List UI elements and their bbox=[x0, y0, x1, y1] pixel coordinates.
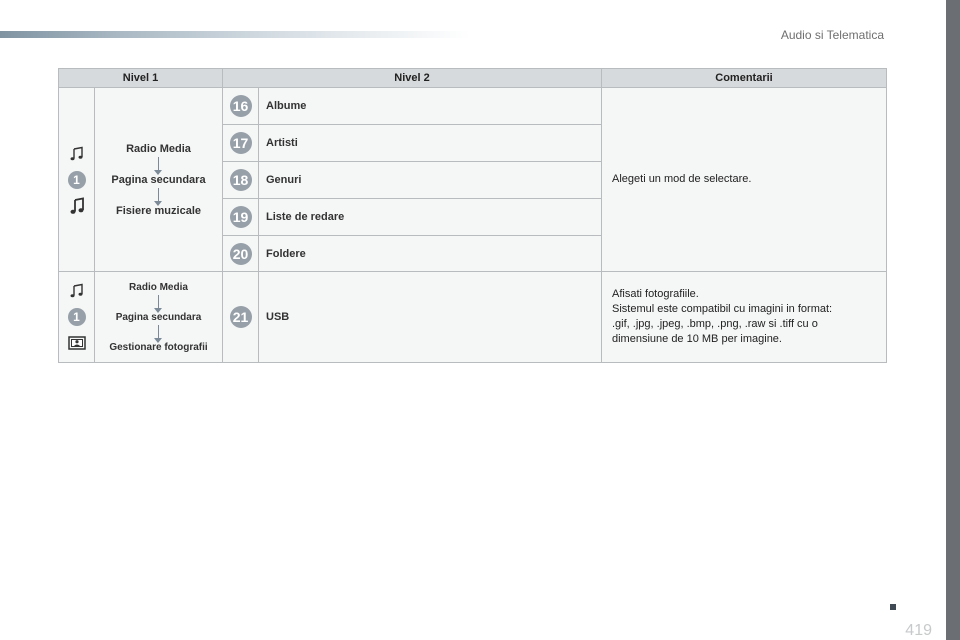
photo-icon bbox=[66, 332, 88, 354]
level1-icons-cell bbox=[59, 88, 95, 272]
music-note-icon bbox=[66, 143, 88, 165]
level1-flow-cell bbox=[95, 272, 223, 363]
flow-step: Pagina secundara bbox=[111, 173, 206, 186]
step-badge: 17 bbox=[230, 132, 252, 154]
step-badge: 21 bbox=[230, 306, 252, 328]
menu-table bbox=[58, 68, 887, 363]
step-badge: 19 bbox=[230, 206, 252, 228]
comment-line: Afisati fotografiile. bbox=[612, 288, 699, 300]
page-edge-bar bbox=[946, 0, 960, 640]
comment-line: dimensiune de 10 MB per imagine. bbox=[612, 333, 782, 345]
level2-label: Liste de redare bbox=[259, 199, 602, 236]
level2-label: USB bbox=[259, 272, 602, 363]
arrow-down-icon bbox=[158, 325, 159, 339]
col-header-level1: Nivel 1 bbox=[59, 69, 223, 88]
step-badge: 20 bbox=[230, 243, 252, 265]
step-badge: 1 bbox=[68, 308, 86, 326]
arrow-down-icon bbox=[158, 188, 159, 202]
step-badge: 18 bbox=[230, 169, 252, 191]
flow-step: Fisiere muzicale bbox=[116, 204, 201, 217]
table-header-row bbox=[59, 69, 887, 88]
step-badge: 16 bbox=[230, 95, 252, 117]
level2-badge-cell bbox=[223, 272, 259, 363]
table-row bbox=[59, 272, 887, 363]
level2-label: Foldere bbox=[259, 236, 602, 272]
col-header-comments: Comentarii bbox=[602, 69, 887, 88]
level2-badge-cell bbox=[223, 236, 259, 272]
comment-cell: Alegeti un mod de selectare. bbox=[602, 88, 887, 272]
level2-badge-cell bbox=[223, 162, 259, 199]
page-marker bbox=[890, 604, 896, 610]
section-title: Audio si Telematica bbox=[780, 28, 884, 42]
header-accent-bar bbox=[0, 31, 470, 38]
flow-step: Radio Media bbox=[129, 281, 188, 293]
level1-flow-cell bbox=[95, 88, 223, 272]
table-row bbox=[59, 88, 887, 125]
flow-step: Radio Media bbox=[126, 142, 191, 155]
flow-step: Gestionare fotografii bbox=[109, 341, 208, 353]
level2-badge-cell bbox=[223, 125, 259, 162]
comment-cell bbox=[602, 272, 887, 363]
arrow-down-icon bbox=[158, 157, 159, 171]
page-number: 419 bbox=[905, 622, 932, 639]
flow-step: Pagina secundara bbox=[115, 311, 202, 323]
music-file-icon bbox=[66, 195, 88, 217]
music-note-icon bbox=[66, 280, 88, 302]
level2-label: Albume bbox=[259, 88, 602, 125]
level2-badge-cell bbox=[223, 88, 259, 125]
comment-line: Sistemul este compatibil cu imagini in format: bbox=[612, 303, 833, 315]
step-badge: 1 bbox=[68, 171, 86, 189]
level2-badge-cell bbox=[223, 199, 259, 236]
level2-label: Artisti bbox=[259, 125, 602, 162]
level2-label: Genuri bbox=[259, 162, 602, 199]
level1-icons-cell bbox=[59, 272, 95, 363]
col-header-level2: Nivel 2 bbox=[223, 69, 602, 88]
arrow-down-icon bbox=[158, 295, 159, 309]
comment-line: .gif, .jpg, .jpeg, .bmp, .png, .raw si .tiff cu o bbox=[612, 318, 818, 330]
